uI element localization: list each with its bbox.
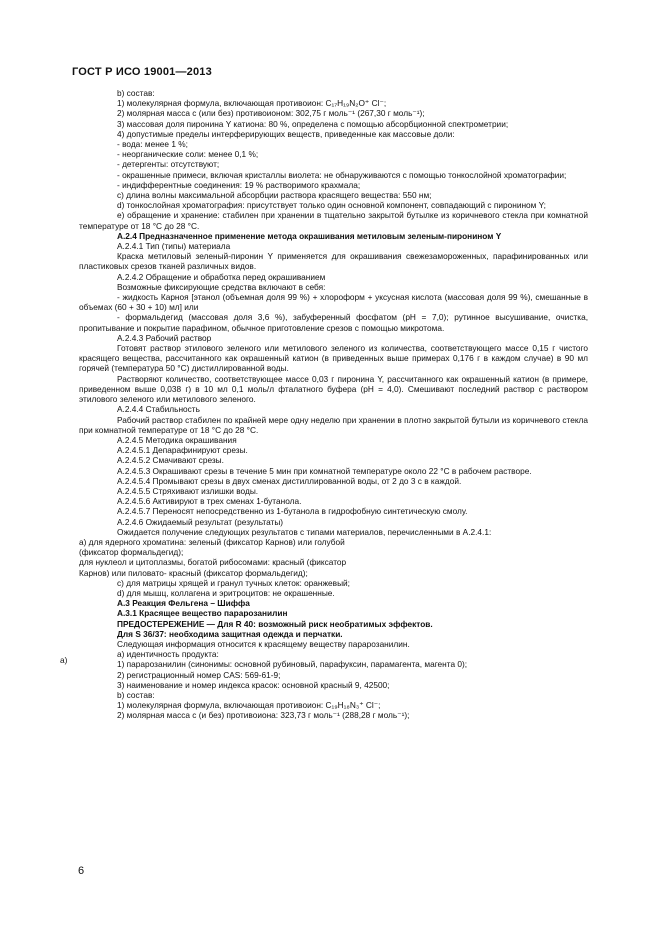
paragraph: 1) парарозанилин (синонимы: основной рубиновый, парафуксин, парамагента, магента 0); [117, 659, 468, 670]
paragraph: 2) регистрационный номер CAS: 569-61-9; [117, 669, 281, 680]
document-body [79, 88, 588, 721]
paragraph: - окрашенные примеси, включая кристаллы виолета: не обнаруживаются с помощью тонкослойной хроматографии; [117, 169, 567, 180]
paragraph: А.2.4.3 Рабочий раствор [117, 332, 212, 343]
paragraph: - формальдегид (массовая доля 3,6 %), забуференный фосфатом (pH = 7,0); рутинное высушивание, очистка, пропитывание и покрытие парафином, обычное приготовление срезов с помощью микротома. [79, 312, 588, 333]
paragraph: Ожидается получение следующих результатов с типами материалов, перечисленными в А.2.4.1: [117, 526, 492, 537]
paragraph: 3) наименование и номер индекса красок: основной красный 9, 42500; [117, 679, 390, 690]
paragraph: для нуклеол и цитоплазмы, богатой рибосомами: красный (фиксатор [79, 557, 347, 568]
paragraph: 2) молярная масса с (или без) противоионом: 302,75 г моль⁻¹ (267,30 г моль⁻¹); [117, 108, 425, 119]
paragraph: Для S 36/37: необходима защитная одежда и перчатки. [117, 628, 343, 639]
paragraph: 4) допустимые пределы интерферирующих веществ, приведенные как массовые доли: [117, 128, 455, 139]
paragraph: e) обращение и хранение: стабилен при хранении в тщательно закрытой бутылке из коричневого стекла при комнатной температуре от 18 °C до 28 °C. [79, 210, 588, 231]
paragraph: А.2.4.5.3 Окрашивают срезы в течение 5 мин при комнатной температуре около 22 °C в рабочем растворе. [117, 465, 532, 476]
paragraph: - детергенты: отсутствуют; [117, 159, 220, 170]
paragraph: А.2.4.1 Тип (типы) материала [117, 241, 231, 252]
paragraph: 1) молекулярная формула, включающая противоион: C₁₉H₁₈N₃⁺ Cl⁻; [117, 700, 381, 711]
paragraph: c) длина волны максимальной абсорбции раствора красящего вещества: 550 нм; [117, 190, 432, 201]
paragraph: Растворяют количество, соответствующее массе 0,03 г пиронина Y, рассчитанного как окрашенный катион (в примере, приведенном выше 0,038 г) в 10 мл 0,1 моль/л фталатного буфера (pH = 4,0). Смешивают последний раствор с раствором этилового зеленого или метилового зеленого. [79, 373, 588, 405]
paragraph: А.2.4.2 Обращение и обработка перед окрашиванием [117, 271, 326, 282]
document-header: ГОСТ Р ИСО 19001—2013 [72, 66, 212, 78]
paragraph: b) состав: [117, 689, 155, 700]
paragraph: А.2.4.5.1 Депарафинируют срезы. [117, 445, 248, 456]
page-number: 6 [78, 865, 85, 877]
paragraph: d) тонкослойная хроматография: присутствует только один основной компонент, совпадающий с пиронином Y; [117, 200, 546, 211]
paragraph: А.2.4.5.4 Промывают срезы в двух сменах дистиллированной воды, от 2 до 3 с в каждой. [117, 475, 462, 486]
paragraph: 3) массовая доля пиронина Y катиона: 80 %, определена с помощью абсорбционной спектрометрии; [117, 118, 509, 129]
paragraph: А.2.4.5.5 Стряхивают излишки воды. [117, 485, 259, 496]
paragraph: с) для матрицы хрящей и гранул тучных клеток: оранжевый; [117, 577, 350, 588]
side-list-label: a) [60, 655, 68, 665]
paragraph: А.2.4.5.7 Переносят непосредственно из 1-бутанола в гидрофобную синтетическую смолу. [117, 506, 468, 517]
paragraph: А.3.1 Красящее вещество парарозанилин [117, 608, 288, 619]
paragraph: а) для ядерного хроматина: зеленый (фиксатор Карнов) или голубой [79, 536, 345, 547]
paragraph: а) идентичность продукта: [117, 649, 219, 660]
paragraph: А.2.4.4 Стабильность [117, 404, 200, 415]
paragraph: - индифферентные соединения: 19 % растворимого крахмала; [117, 179, 361, 190]
paragraph: Карнов) или пиловато- красный (фиксатор формальдегид); [79, 567, 308, 578]
paragraph: - неорганические соли: менее 0,1 %; [117, 149, 259, 160]
paragraph: Рабочий раствор стабилен по крайней мере одну неделю при хранении в плотно закрытой бутыли из коричневого стекла при комнатной температуре от 18 °C до 28 °C. [79, 414, 588, 435]
paragraph: b) состав: [117, 88, 155, 98]
paragraph: А.2.4.5.6 Активируют в трех сменах 1-бутанола. [117, 496, 302, 507]
paragraph: А.2.4.5.2 Смачивают срезы. [117, 455, 224, 466]
paragraph: (фиксатор формальдегид); [79, 547, 184, 558]
paragraph: А.2.4.6 Ожидаемый результат (результаты) [117, 516, 284, 527]
paragraph: А.2.4.5 Методика окрашивания [117, 434, 237, 445]
paragraph: 1) молекулярная формула, включающая противоион: C₁₇H₁₉N₂O⁺ Cl⁻; [117, 98, 387, 109]
paragraph: d) для мышц, коллагена и эритроцитов: не окрашенные. [117, 587, 335, 598]
paragraph: Краска метиловый зеленый-пиронин Y применяется для окрашивания свежезамороженных, парафинированных или пластиковых срезов тканей различных видов. [79, 251, 588, 272]
paragraph: Готовят раствор этилового зеленого или метилового зеленого из количества, соответствующего массе 0,15 г чистого красящего вещества, рассчитанного как окрашенный катион (в приведенных выше примерах 0,176 г в каждом случае) в 90 мл горячей (температура 50 °C) дистиллированной воды. [79, 343, 588, 374]
paragraph: ПРЕДОСТЕРЕЖЕНИЕ — Для R 40: возможный риск необратимых эффектов. [117, 618, 433, 629]
paragraph: А.2.4 Предназначенное применение метода окрашивания метиловым зеленым-пиронином Y [117, 230, 502, 241]
paragraph: - вода: менее 1 %; [117, 139, 188, 150]
paragraph: Возможные фиксирующие средства включают в себя: [117, 281, 326, 292]
paragraph: Следующая информация относится к красящему веществу парарозанилин. [117, 638, 410, 649]
paragraph: - жидкость Карноя [этанол (объемная доля 99 %) + хлороформ + уксусная кислота (массовая доля 99 %), смешанные в объемах (60 + 30 + 10) мл] или [79, 292, 588, 313]
paragraph: А.3 Реакция Фельгена – Шиффа [117, 598, 250, 609]
paragraph: 2) молярная масса с (и без) противоиона: 323,73 г моль⁻¹ (288,28 г моль⁻¹); [117, 710, 410, 721]
